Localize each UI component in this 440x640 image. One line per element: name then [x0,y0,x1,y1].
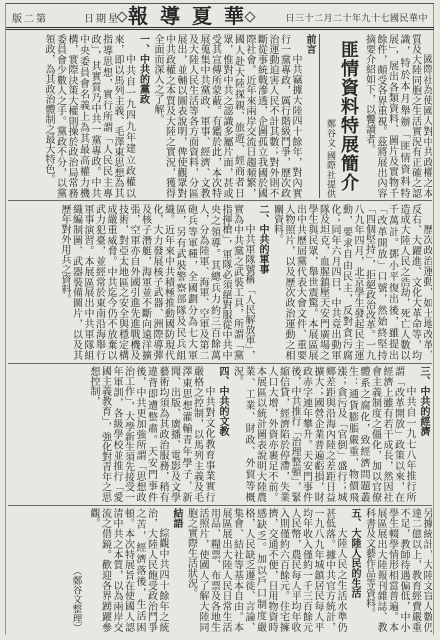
section-paragraph: 另據統計，大陸文盲人數仍達二億以上，教育經費嚴重不足，教師待遇偏低，中小學生輟學情形相當普遍。本展區展出大陸報刊雜誌、教科書及文藝作品等資料。 [363,508,432,632]
section-paragraph: 大陸人民之生活水準仍甚低落。據中共官方統計，一九八九年城鎮居民每人平均年收入僅約一千三百餘元人民幣，農民每人平均年收入則僅約六百餘元。住宅擁擠，交通不便，日用物資時感缺乏。加以戶口制度嚴格，人民缺乏遷徙、言論、集會、結社等基本自由。本展區展出大陸人民日常生活用品、糧票、布票及各地生活照片，使國人了解大陸同胞之實際生活狀況。 [185,508,346,632]
article-byline: 鄭谷文‧國際社提供 [325,118,335,198]
headline-block [319,34,360,198]
section-paragraph: 歷次政治運動，如土地改革、反右、大躍進、文化大革命等，均造成大陸人民之浩劫，死亡人數以千萬計。鄧小平復出後，雖提出「改革開放」口號，然始終堅持「四個堅持」，拒絕政治改革。一九八九年四月，北京學生發起民主運動，要求自由民主，反對貪污腐化；同年六月四日，中共竟出動軍隊及坦克，血腥鎮壓天安門廣場之學生與民眾，舉世震驚。本展區展出中共歷屆黨代表大會文件、重要人物照片，以及歷次政治運動之相關資料。 [271,204,432,360]
edition-label: 第二版 [12,14,48,25]
section-heading-party-politics: 一、中共的黨政 [137,34,149,104]
article-lead: 國際社為使國人對中共政權之本質及大陸同胞之生活實況有正確之認識，特於本月舉辦「匪情資料特展」，展出各類資料、圖片及實物千餘件，頗受各界重視。茲將展出內容摘要介紹如下，以饗讀者。 [363,34,432,198]
masthead: 華夏導報 [128,4,256,28]
tier-divider [8,505,432,506]
tier-divider [8,200,432,201]
article-credit: （鄭谷文整理） [70,565,82,632]
section-paragraph: 中共自一九七八年推行所謂「改革開放」政策以來，在經濟上雖有若干成長，然因社會主義制度之僵化，加以官僚體系之腐化，致經濟問題叢生：通貨膨脹嚴重，物價飛漲；貪污及「官倒」盛行；城鄉差距與沿海內陸之差距日益擴大；國營企業普遍虧損，財政赤字連年攀升。天安門事件後，中共推行「治理整頓」，緊縮信貸，經濟陷於停滯，失業人口大增，外資亦裹足不前。本展區以統計圖表說明大陸農業、工業、財政、外貿等概況。 [231,366,415,502]
section-heading-conclusion: 結語 [171,508,182,528]
weekday-label: 星期日 [84,14,120,25]
section-heading-economy: 三、中共的經濟 [418,366,429,436]
section-paragraph: 中共自一九四九年建立政權以來，即以馬列主義、毛澤東思想為其指導思想，實行所謂「人民民主專政」，其實質乃中共一黨專政。中共中央委員會名義上為其最高權力機構，實際決策大權則操於政治局常務委員會少數人之手。黨政不分，以黨領政，為其政治體制之最大特色。 [43,34,135,198]
text-tier-3 [8,366,432,502]
section-heading-culture-education: 四、中共的文教 [217,366,228,436]
text-tier-4 [8,508,432,632]
section-paragraph: 中共竊據大陸四十餘年，對內實行一黨專政，厲行階級鬥爭，歷次政治運動迫害人民不計其數；對外則不斷從事統戰滲透，企圖孤立我國於國際社會。近年來兩岸交流日趨頻繁，國人赴大陸探親、旅遊、經商者日眾，惟對中共之認識多屬片面，甚或受其宣傳所蒙蔽。有鑑於此，本次特展蒐集中共黨政、軍事、經濟、文教及大陸人民生活等各方面資料，分區展出，並輔以圖表說明，俾使觀眾對中共政權之本質及大陸之實況，獲得全面而深入之了解。 [152,34,301,198]
section-heading-preface: 前言 [304,34,315,54]
issue-date: 中華民國七十九年十二月二十三日 [285,14,428,24]
section-paragraph: 中共對文化教育事業實行嚴格之控制，以馬列主義及毛澤東思想灌輸青年學子，新聞、出版、廣播、電影及文學藝術均須為其政治服務，稍有違背即遭整肅。天安門事件後，中共更加強所謂「思想政治工作」，大學新生須先接受一年軍訓，各級學校並推行「愛國主義教育」，強化對青年之思想控制， [88,366,214,502]
section-heading-military: 二、中共的軍事 [257,204,268,274]
tier-divider [8,363,432,364]
text-tier-2 [8,204,432,360]
newspaper-header [6,3,434,30]
text-tier-1 [8,34,432,198]
section-heading-people-life: 五、大陸人民的生活 [349,508,360,598]
section-paragraph: 綜觀中共四十餘年之統治，大陸人民飽受政治鬥爭之苦，經濟落後，生活困頓。本次特展旨在使國人認清中共之本質，以為兩岸交流之借鏡。歡迎各界踴躍參觀。 [88,508,168,632]
section-paragraph: 中共軍隊號稱「人民解放軍」，實為中共黨之武裝工具，所謂「黨指揮槍」，軍隊必須絕對服從中共中央之領導。其總兵力約三百餘萬人，分為陸軍、海軍、空軍及第二砲兵等軍種，全國劃分為七大軍區，另有武裝警察部隊及民兵組織。近年來中共積極推動國防現代化，大力發展核子武器、洲際導彈及核子潛艇，海軍並不斷向遠洋擴張，空軍亦自外國引進先進戰機及技術，對亞太地區之安全與穩定構成嚴重威脅。中共迄今仍不放棄以武力犯臺，並經常於東南沿海舉行軍事演習。本展區展出中共軍隊組織編制圖、武器裝備圖片，以及其歷年對外用兵之資料。 [59,204,254,360]
article-title: 匪情資料特展簡介 [338,40,359,192]
